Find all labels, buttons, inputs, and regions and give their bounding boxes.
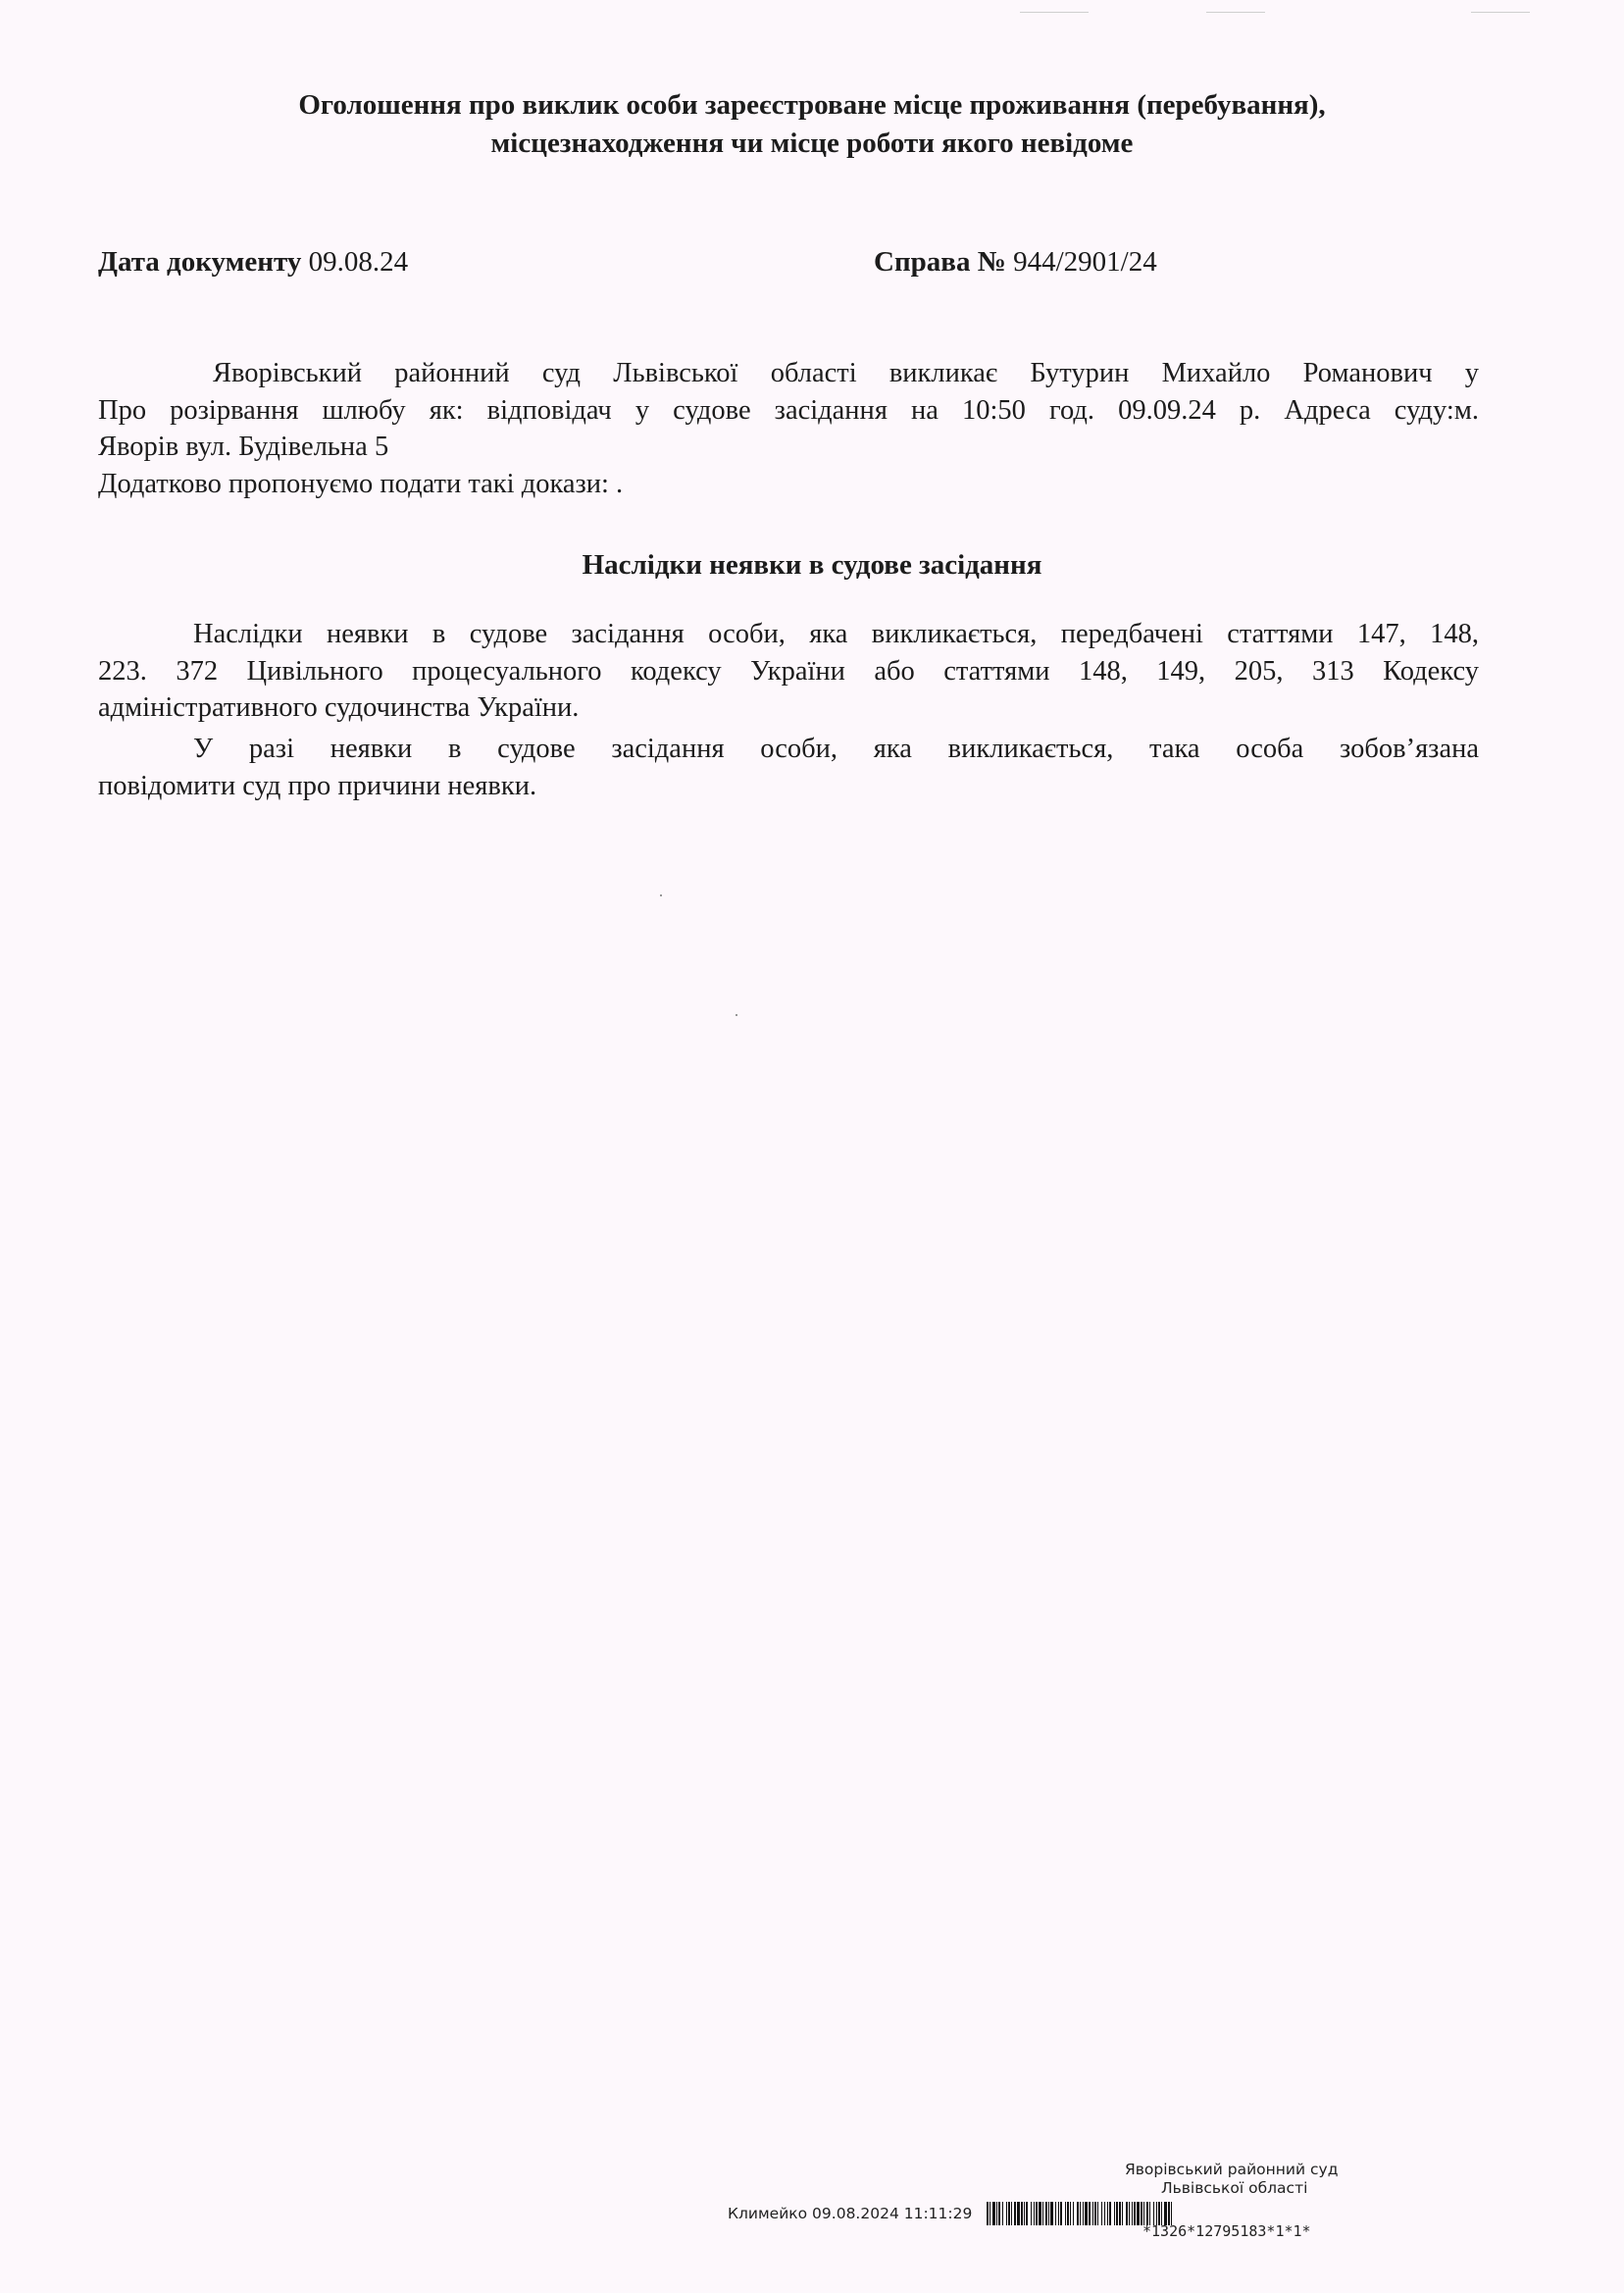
case-value: 944/2901/24 [1013, 246, 1157, 278]
summons-paragraph [98, 355, 1479, 502]
consequences-heading: Наслідки неявки в судове засідання [582, 549, 1042, 581]
stamp-court-line-1: Яворівський районний суд [1125, 2161, 1339, 2178]
obligation-line: повідомити суд про причини неявки. [98, 770, 537, 801]
document-date [98, 243, 408, 280]
scan-speck [736, 1014, 737, 1016]
case-label: Справа № [874, 246, 1006, 278]
summons-line: Яворів вул. Будівельна 5 [98, 432, 389, 462]
document-title [0, 86, 1624, 163]
summons-line: Про розірвання шлюбу як: відповідач у судове засідання на 10:50 год. 09.09.24 р. Адреса суду:м. [98, 394, 1479, 426]
scan-artifact-line [1206, 12, 1265, 13]
consequences-paragraph [98, 616, 1479, 727]
date-label: Дата документу [98, 246, 302, 278]
title-line-1: Оголошення про виклик особи зареєстроване місце проживання (перебування), [298, 89, 1326, 121]
consequences-line: Наслідки неявки в судове засідання особи, яка викликається, передбачені статтями 147, 148, [193, 619, 1479, 649]
title-line-2: місцезнаходження чи місце роботи якого невідоме [490, 127, 1134, 159]
summons-line: Яворівський районний суд Львівської області викликає Бутурин Михайло Романович у [213, 358, 1479, 388]
obligation-paragraph [98, 731, 1479, 804]
summons-line: Додатково пропонуємо подати такі докази: . [98, 468, 624, 499]
stamp-signer: Климейко 09.08.2024 11:11:29 [728, 2205, 973, 2222]
scan-speck [660, 894, 662, 896]
stamp-court-line-2: Львівської області [1161, 2179, 1308, 2197]
scan-artifact-line [1020, 12, 1089, 13]
barcode-text: *1326*12795183*1*1* [1142, 2222, 1311, 2240]
scan-artifact-line [1471, 12, 1530, 13]
obligation-line: У разі неявки в судове засідання особи, яка викликається, така особа зобов’язана [193, 734, 1479, 764]
date-value: 09.08.24 [308, 246, 409, 278]
consequences-line: 223. 372 Цивільного процесуального кодексу України або статтями 148, 149, 205, 313 Кодексу [98, 655, 1479, 687]
case-number [874, 243, 1157, 280]
consequences-line: адміністративного судочинства України. [98, 692, 580, 723]
